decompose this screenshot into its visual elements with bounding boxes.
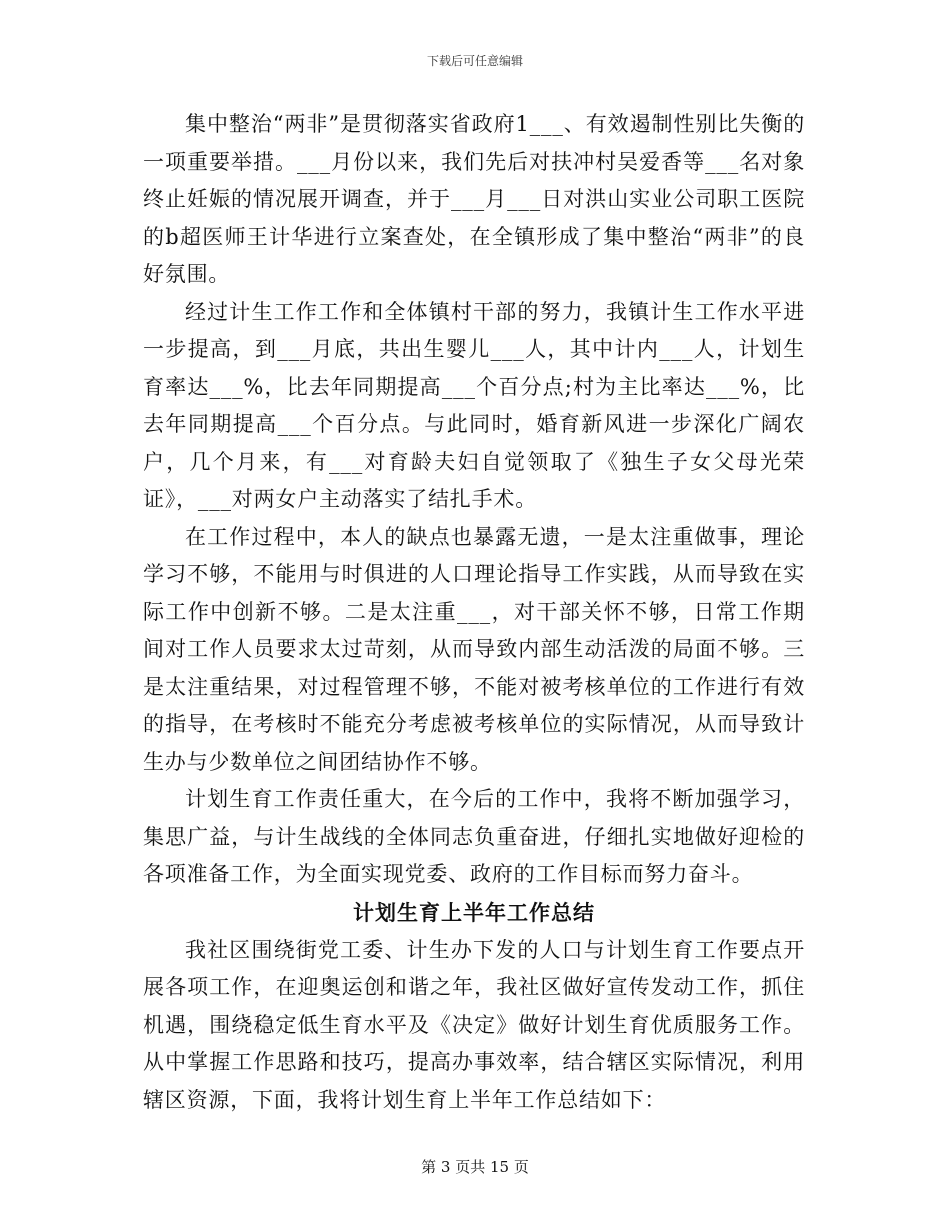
paragraph-two-nons: 集中整治“两非”是贯彻落实省政府1___、有效遏制性别比失衡的一项重要举措。___月份以来，我们先后对扶冲村吴爱香等___名对象终止妊娠的情况展开调查，并于___月___日对洪山实业公司职工医院的b超医师王计华进行立案查处，在全镇形成了集中整治“两非”的良好氛围。	[143, 112, 805, 286]
page-header: 下载后可任意编辑	[426, 54, 523, 68]
section-title: 计划生育上半年工作总结	[353, 899, 595, 925]
document-body	[143, 106, 805, 1119]
paragraph-shortcomings: 在工作过程中，本人的缺点也暴露无遗，一是太注重做事，理论学习不够，不能用与时俱进的人口理论指导工作实践，从而导致在实际工作中创新不够。二是太注重___，对干部关怀不够，日常工作期间对工作人员要求太过苛刻，从而导致内部生动活泼的局面不够。三是太注重结果，对过程管理不够，不能对被考核单位的工作进行有效的指导，在考核时不能充分考虑被考核单位的实际情况，从而导致计生办与少数单位之间团结协作不够。	[143, 524, 805, 774]
paragraph-outlook: 计划生育工作责任重大，在今后的工作中，我将不断加强学习，集思广益，与计生战线的全体同志负重奋进，仔细扎实地做好迎检的各项准备工作，为全面实现党委、政府的工作目标而努力奋斗。	[143, 787, 805, 886]
paragraph-community-summary: 我社区围绕街党工委、计生办下发的人口与计划生育工作要点开展各项工作，在迎奥运创和谐之年，我社区做好宣传发动工作，抓住机遇，围绕稳定低生育水平及《决定》做好计划生育优质服务工作。从中掌握工作思路和技巧，提高办事效率，结合辖区实际情况，利用辖区资源，下面，我将计划生育上半年工作总结如下：	[143, 937, 805, 1112]
paragraph-progress: 经过计生工作工作和全体镇村干部的努力，我镇计生工作水平进一步提高，到___月底，共出生婴儿___人，其中计内___人，计划生育率达___%，比去年同期提高___个百分点;村为主比率达___%，比去年同期提高___个百分点。与此同时，婚育新风进一步深化广阔农户，几个月来，有___对育龄夫妇自觉领取了《独生子女父母光荣证》，___对两女户主动落实了结扎手术。	[143, 299, 805, 511]
page-footer: 第 3 页共 15 页	[421, 1158, 529, 1176]
